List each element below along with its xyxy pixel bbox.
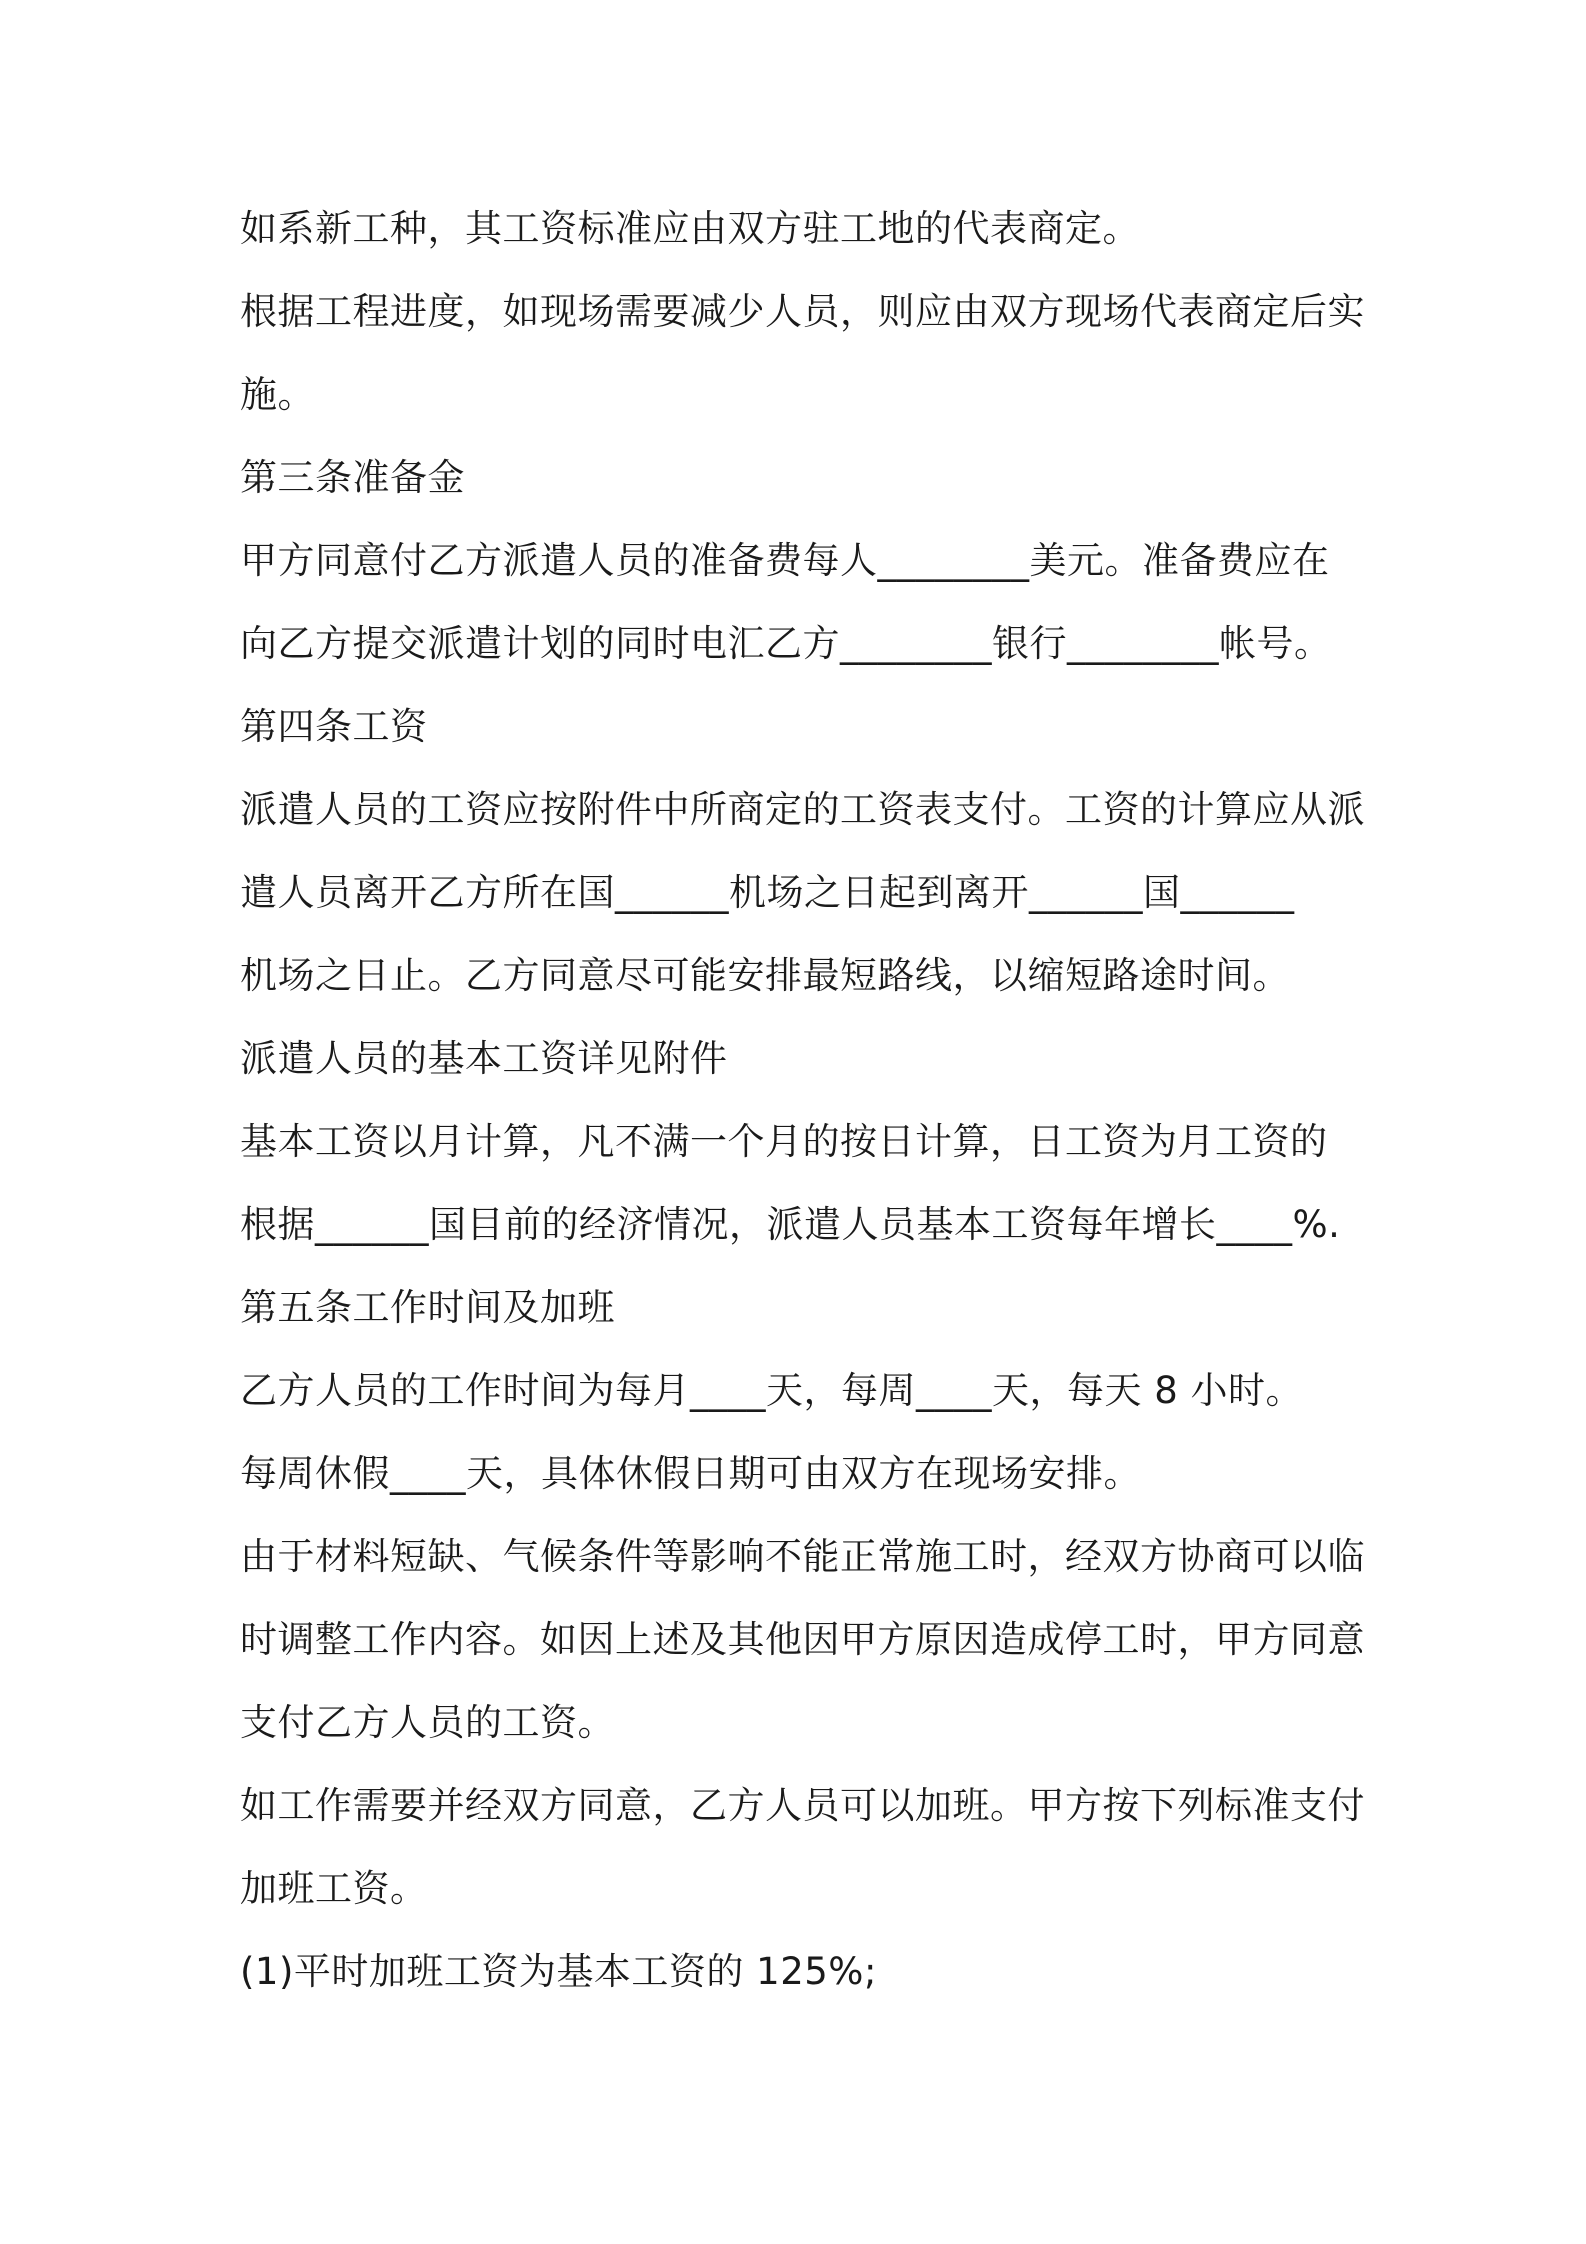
text-line: 时调整工作内容。如因上述及其他因甲方原因造成停工时，甲方同意 <box>240 1618 1365 1661</box>
section-heading: 第四条工资 <box>240 705 428 748</box>
text-line: 基本工资以月计算，凡不满一个月的按日计算，日工资为月工资的 <box>240 1120 1328 1163</box>
text-line: 施。 <box>240 373 315 416</box>
section-heading: 第五条工作时间及加班 <box>240 1286 615 1329</box>
text-line: 遣人员离开乙方所在国______机场之日起到离开______国______ <box>240 871 1295 914</box>
text-line: 支付乙方人员的工资。 <box>240 1701 615 1744</box>
text-line: 如工作需要并经双方同意，乙方人员可以加班。甲方按下列标准支付 <box>240 1784 1365 1827</box>
list-item: (1)平时加班工资为基本工资的 125%; <box>240 1950 877 1993</box>
text-line: 加班工资。 <box>240 1867 428 1910</box>
text-line: 向乙方提交派遣计划的同时电汇乙方________银行________帐号。 <box>240 622 1332 665</box>
text-line: 由于材料短缺、气候条件等影响不能正常施工时，经双方协商可以临 <box>240 1535 1365 1578</box>
contract-text <box>240 196 1365 2022</box>
text-line: 如系新工种，其工资标准应由双方驻工地的代表商定。 <box>240 207 1140 250</box>
text-line: 派遣人员的工资应按附件中所商定的工资表支付。工资的计算应从派 <box>240 788 1365 831</box>
text-line: 每周休假____天，具体休假日期可由双方在现场安排。 <box>240 1452 1141 1495</box>
text-line: 根据工程进度，如现场需要减少人员，则应由双方现场代表商定后实 <box>240 290 1365 333</box>
text-line: 乙方人员的工作时间为每月____天，每周____天，每天 8 小时。 <box>240 1369 1304 1412</box>
section-heading: 第三条准备金 <box>240 456 465 499</box>
text-line: 派遣人员的基本工资详见附件 <box>240 1037 728 1080</box>
text-line: 机场之日止。乙方同意尽可能安排最短路线，以缩短路途时间。 <box>240 954 1290 997</box>
text-line: 根据______国目前的经济情况，派遣人员基本工资每年增长____%. <box>240 1203 1341 1246</box>
text-line: 甲方同意付乙方派遣人员的准备费每人________美元。准备费应在 <box>240 539 1330 582</box>
